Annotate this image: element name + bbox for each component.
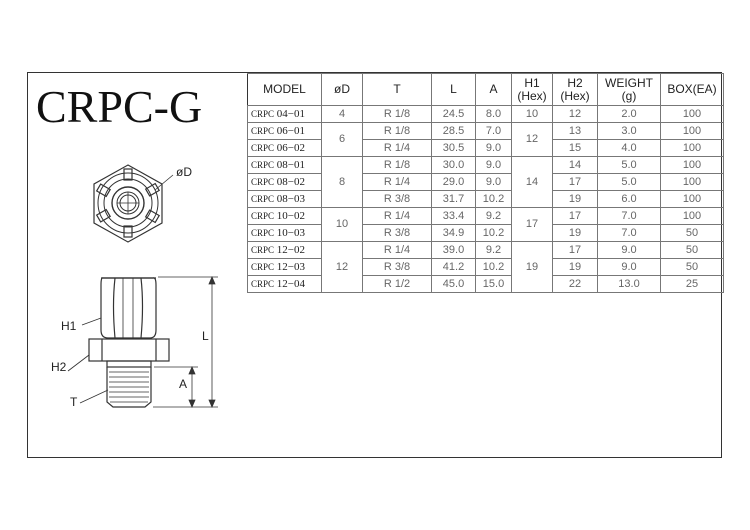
t-cell: R 1/8 — [363, 123, 432, 140]
a-cell: 10.2 — [476, 225, 512, 242]
h2-cell: 14 — [553, 157, 598, 174]
box-cell: 50 — [661, 242, 724, 259]
model-cell: CRPC 08−03 — [248, 191, 322, 208]
t-cell: R 3/8 — [363, 225, 432, 242]
box-cell: 100 — [661, 208, 724, 225]
header-row — [248, 74, 724, 106]
table-row — [248, 276, 724, 293]
dimension-lines — [68, 277, 218, 407]
box-cell: 100 — [661, 174, 724, 191]
model-cell: CRPC 08−02 — [248, 174, 322, 191]
t-cell: R 1/4 — [363, 242, 432, 259]
t-label: T — [70, 395, 78, 409]
model-cell: CRPC 12−03 — [248, 259, 322, 276]
h2-cell: 13 — [553, 123, 598, 140]
box-cell: 100 — [661, 106, 724, 123]
table-row — [248, 106, 724, 123]
table-row — [248, 174, 724, 191]
col-header-l: L — [432, 74, 476, 106]
table-row — [248, 191, 724, 208]
table-row — [248, 140, 724, 157]
col-header-box: BOX(EA) — [661, 74, 724, 106]
l-cell: 30.0 — [432, 157, 476, 174]
h2-cell: 15 — [553, 140, 598, 157]
h1-cell: 10 — [512, 106, 553, 123]
a-cell: 9.2 — [476, 242, 512, 259]
weight-cell: 5.0 — [598, 157, 661, 174]
col-header-h2: H2 (Hex) — [553, 74, 598, 106]
weight-cell: 9.0 — [598, 259, 661, 276]
t-cell: R 1/8 — [363, 157, 432, 174]
l-cell: 41.2 — [432, 259, 476, 276]
table-row — [248, 259, 724, 276]
t-cell: R 1/4 — [363, 140, 432, 157]
weight-cell: 5.0 — [598, 174, 661, 191]
top-view — [94, 165, 173, 242]
h2-cell: 19 — [553, 225, 598, 242]
t-cell: R 3/8 — [363, 259, 432, 276]
weight-cell: 7.0 — [598, 208, 661, 225]
h2-cell: 17 — [553, 174, 598, 191]
h1-cell: 17 — [512, 208, 553, 242]
model-cell: CRPC 06−02 — [248, 140, 322, 157]
col-header-od: øD — [322, 74, 363, 106]
col-header-a: A — [476, 74, 512, 106]
a-cell: 9.0 — [476, 140, 512, 157]
table-row — [248, 208, 724, 225]
table-row — [248, 225, 724, 242]
od-cell: 4 — [322, 106, 363, 123]
a-cell: 7.0 — [476, 123, 512, 140]
h2-cell: 12 — [553, 106, 598, 123]
table-row — [248, 157, 724, 174]
h2-cell: 17 — [553, 208, 598, 225]
a-cell: 9.0 — [476, 174, 512, 191]
a-cell: 8.0 — [476, 106, 512, 123]
weight-cell: 7.0 — [598, 225, 661, 242]
col-header-h1: H1 (Hex) — [512, 74, 553, 106]
box-cell: 100 — [661, 191, 724, 208]
side-view — [89, 278, 169, 407]
h1-cell: 14 — [512, 157, 553, 208]
a-cell: 9.0 — [476, 157, 512, 174]
a-cell: 9.2 — [476, 208, 512, 225]
spec-table — [247, 73, 724, 293]
a-cell: 10.2 — [476, 259, 512, 276]
box-cell: 100 — [661, 157, 724, 174]
od-cell: 8 — [322, 157, 363, 208]
product-title: CRPC-G — [36, 81, 203, 132]
l-cell: 30.5 — [432, 140, 476, 157]
l-cell: 45.0 — [432, 276, 476, 293]
weight-cell: 2.0 — [598, 106, 661, 123]
t-cell: R 1/2 — [363, 276, 432, 293]
fitting-drawing — [28, 140, 248, 450]
table-row — [248, 242, 724, 259]
model-cell: CRPC 06−01 — [248, 123, 322, 140]
h2-cell: 17 — [553, 242, 598, 259]
l-cell: 34.9 — [432, 225, 476, 242]
h1-cell: 12 — [512, 123, 553, 157]
l-cell: 39.0 — [432, 242, 476, 259]
l-label: L — [202, 329, 209, 343]
model-cell: CRPC 12−04 — [248, 276, 322, 293]
t-cell: R 3/8 — [363, 191, 432, 208]
l-cell: 28.5 — [432, 123, 476, 140]
weight-cell: 4.0 — [598, 140, 661, 157]
od-cell: 12 — [322, 242, 363, 293]
h2-cell: 22 — [553, 276, 598, 293]
model-cell: CRPC 08−01 — [248, 157, 322, 174]
box-cell: 25 — [661, 276, 724, 293]
weight-cell: 6.0 — [598, 191, 661, 208]
l-cell: 24.5 — [432, 106, 476, 123]
weight-cell: 13.0 — [598, 276, 661, 293]
model-cell: CRPC 12−02 — [248, 242, 322, 259]
h2-cell: 19 — [553, 191, 598, 208]
weight-cell: 9.0 — [598, 242, 661, 259]
weight-cell: 3.0 — [598, 123, 661, 140]
box-cell: 50 — [661, 259, 724, 276]
col-header-t: T — [363, 74, 432, 106]
t-cell: R 1/4 — [363, 208, 432, 225]
l-cell: 29.0 — [432, 174, 476, 191]
t-cell: R 1/4 — [363, 174, 432, 191]
h1-cell: 19 — [512, 242, 553, 293]
h1-label: H1 — [61, 319, 77, 333]
od-label: øD — [176, 165, 192, 179]
a-cell: 10.2 — [476, 191, 512, 208]
a-cell: 15.0 — [476, 276, 512, 293]
table-row — [248, 123, 724, 140]
model-cell: CRPC 10−03 — [248, 225, 322, 242]
h2-cell: 19 — [553, 259, 598, 276]
l-cell: 31.7 — [432, 191, 476, 208]
model-cell: CRPC 10−02 — [248, 208, 322, 225]
a-label: A — [179, 377, 188, 391]
box-cell: 100 — [661, 140, 724, 157]
l-cell: 33.4 — [432, 208, 476, 225]
h2-label: H2 — [51, 360, 67, 374]
od-cell: 6 — [322, 123, 363, 157]
box-cell: 50 — [661, 225, 724, 242]
col-header-model: MODEL — [248, 74, 322, 106]
box-cell: 100 — [661, 123, 724, 140]
col-header-weight: WEIGHT (g) — [598, 74, 661, 106]
t-cell: R 1/8 — [363, 106, 432, 123]
od-cell: 10 — [322, 208, 363, 242]
model-cell: CRPC 04−01 — [248, 106, 322, 123]
